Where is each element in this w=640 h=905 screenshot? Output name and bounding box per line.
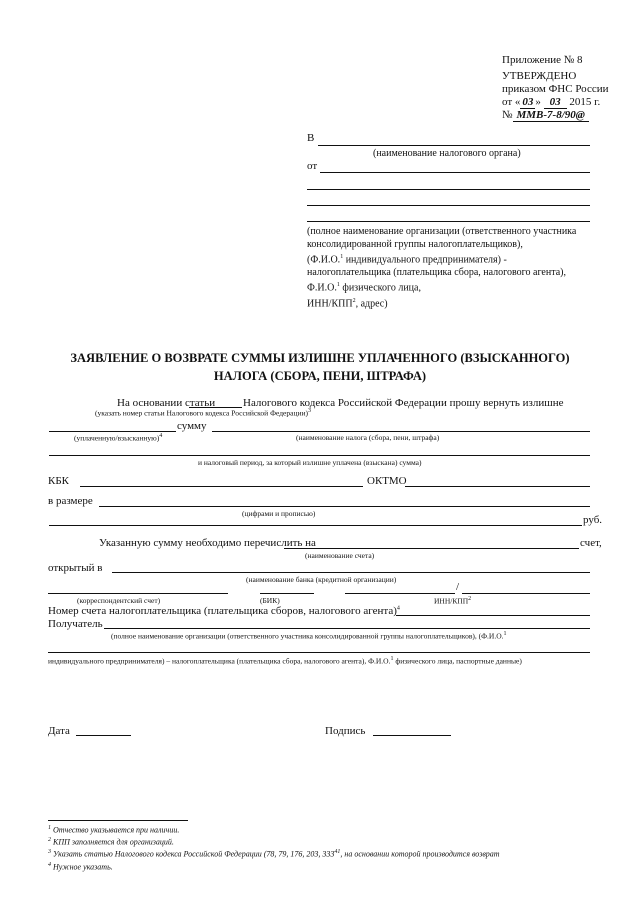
recipient-field-2[interactable]	[48, 652, 590, 653]
rub-label: руб.	[583, 514, 603, 526]
tax-period-hint: и налоговый период, за который излишне уплачена (взыскана) сумма)	[198, 458, 422, 467]
oktmo-label: ОКТМО	[367, 475, 407, 487]
footnote-3: $^3$ Указать статью Налогового кодекса Российской Федерации (78, 79, 176, 203, $333^{41}$, на основании которой производится возврат	[48, 849, 500, 859]
tax-authority-caption: (наименование налогового органа)	[373, 148, 521, 159]
kpp-field[interactable]	[462, 593, 590, 594]
tax-period-field[interactable]	[49, 455, 590, 456]
account-word: счет,	[580, 537, 602, 549]
taxpayer-account-label: Номер счета налогоплательщика (плательщика сборов, налогового агента)$^4$	[48, 605, 400, 617]
article-hint: (указать номер статьи Налогового кодекса Российской Федерации)$^3$	[95, 408, 311, 418]
inn-kpp-slash: /	[456, 581, 460, 593]
kbk-field[interactable]	[80, 486, 363, 487]
recipient-label: Получатель	[48, 618, 103, 630]
from-label: от	[307, 160, 318, 172]
corr-account-hint: (корреспондентский счет)	[77, 596, 161, 605]
date-label: Дата	[48, 725, 70, 737]
oktmo-field[interactable]	[405, 486, 590, 487]
bik-field[interactable]	[260, 593, 314, 594]
appendix-label: Приложение № 8	[502, 54, 583, 66]
date-field[interactable]	[76, 735, 131, 736]
recipient-field[interactable]	[104, 628, 590, 629]
order-label: приказом ФНС России	[502, 83, 609, 95]
kbk-label: КБК	[48, 475, 69, 487]
from-field-1[interactable]	[320, 172, 590, 173]
recipient-hint-2: индивидуального предпринимателя) – налогоплательщика (плательщика сбора, налогового агента), Ф.И.О.$^1$ физического лица, паспортные данные)	[48, 656, 522, 666]
order-number: № ММВ-7-8/90@	[502, 109, 589, 121]
document-title-line2: НАЛОГА (СБОРА, ПЕНИ, ШТРАФА)	[213, 369, 427, 383]
signature-label: Подпись	[325, 725, 366, 737]
taxpayer-account-field[interactable]	[396, 615, 590, 616]
footnote-2: $^2$ КПП заполняется для организаций.	[48, 837, 174, 847]
from-field-3[interactable]	[307, 205, 590, 206]
opened-in-label: открытый в	[48, 562, 103, 574]
footnote-divider	[48, 820, 188, 821]
amount-words-field[interactable]	[49, 525, 582, 526]
amount-label: в размере	[48, 495, 93, 507]
sum-word: сумму	[177, 420, 207, 432]
transfer-label: Указанную сумму необходимо перечислить на	[99, 537, 316, 549]
paid-type-hint: (уплаченную/взысканную)$^4$	[74, 433, 163, 443]
paid-type-field[interactable]	[49, 431, 176, 432]
bik-hint: (БИК)	[260, 596, 280, 605]
account-name-field[interactable]	[284, 548, 579, 549]
footnote-1: $^1$ Отчество указывается при наличии.	[48, 825, 180, 835]
recipient-hint-1: (полное наименование организации (ответственного участника консолидированной группы налогоплательщиков), (Ф.И.О.$^1$	[111, 631, 507, 641]
basis-end: Налогового кодекса Российской Федерации прошу вернуть излишне	[243, 397, 564, 409]
inn-field[interactable]	[345, 593, 455, 594]
amount-hint: (цифрами и прописью)	[242, 509, 316, 518]
amount-field[interactable]	[99, 506, 590, 507]
basis-start: На основании статьи	[117, 397, 216, 409]
footnote-4: $^4$ Нужное указать.	[48, 862, 113, 872]
from-field-2[interactable]	[307, 189, 590, 190]
corr-account-field[interactable]	[48, 593, 228, 594]
inn-kpp-hint: ИНН/КПП$^2$	[434, 596, 472, 606]
bank-name-field[interactable]	[112, 572, 590, 573]
tax-name-hint: (наименование налога (сбора, пени, штрафа)	[296, 433, 440, 442]
applicant-caption: (полное наименование организации (ответственного участника консолидированной группы налогоплательщиков), (Ф.И.О.$^1$ индивидуального предпринимателя) - налогоплательщика (плательщика сбора, налогового агента), Ф.И.О.$^1$ физического лица, ИНН/КПП$^2$, адрес)	[307, 226, 577, 309]
from-field-4[interactable]	[307, 221, 590, 222]
approved-label: УТВЕРЖДЕНО	[502, 70, 577, 82]
tax-name-field[interactable]	[212, 431, 590, 432]
tax-authority-field[interactable]	[318, 145, 590, 146]
order-date: от « 03 » 03 2015 г.	[502, 96, 601, 108]
to-label: В	[307, 132, 315, 144]
account-name-hint: (наименование счета)	[305, 551, 375, 560]
document-title-line1: ЗАЯВЛЕНИЕ О ВОЗВРАТЕ СУММЫ ИЗЛИШНЕ УПЛАЧЕННОГО (ВЗЫСКАННОГО)	[70, 351, 570, 365]
signature-field[interactable]	[373, 735, 451, 736]
bank-name-hint: (наименование банка (кредитной организации)	[246, 575, 397, 584]
